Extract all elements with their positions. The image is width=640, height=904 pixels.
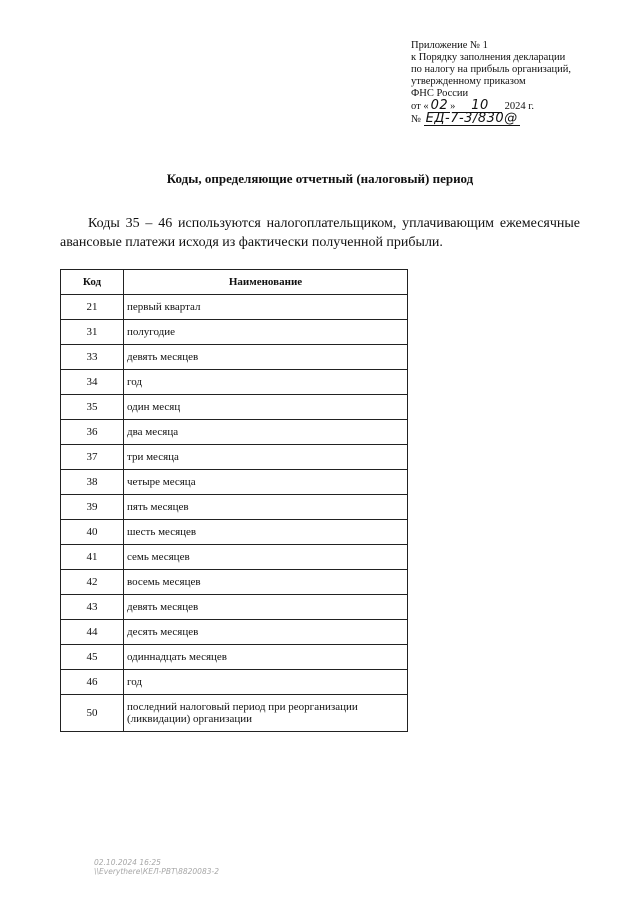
table-row bbox=[61, 320, 408, 345]
name-cell: девять месяцев bbox=[124, 345, 408, 370]
order-number-handwritten: ЕД-7-3/830@ bbox=[425, 111, 518, 126]
table-row bbox=[61, 345, 408, 370]
code-cell: 36 bbox=[61, 420, 124, 445]
table-row bbox=[61, 695, 408, 732]
code-cell: 37 bbox=[61, 445, 124, 470]
code-cell: 42 bbox=[61, 570, 124, 595]
appendix-line: Приложение № 1 bbox=[411, 40, 488, 51]
name-cell: восемь месяцев bbox=[124, 570, 408, 595]
table-row bbox=[61, 520, 408, 545]
document-title: Коды, определяющие отчетный (налоговый) период bbox=[166, 171, 474, 186]
code-cell: 45 bbox=[61, 645, 124, 670]
code-cell: 21 bbox=[61, 295, 124, 320]
table-row bbox=[61, 595, 408, 620]
table-row bbox=[61, 495, 408, 520]
table-row bbox=[61, 420, 408, 445]
date-day-handwritten: 02 bbox=[430, 98, 449, 113]
table-row bbox=[61, 620, 408, 645]
code-cell: 31 bbox=[61, 320, 124, 345]
code-cell: 46 bbox=[61, 670, 124, 695]
name-cell: последний налоговый период при реорганизации (ликвидации) организации bbox=[124, 695, 408, 732]
date-year: 2024 г. bbox=[504, 101, 534, 112]
table-row bbox=[61, 545, 408, 570]
name-cell: шесть месяцев bbox=[124, 520, 408, 545]
header-code: Код bbox=[61, 270, 124, 295]
table-row bbox=[61, 395, 408, 420]
name-cell: пять месяцев bbox=[124, 495, 408, 520]
name-cell: полугодие bbox=[124, 320, 408, 345]
code-cell: 50 bbox=[61, 695, 124, 732]
table-header-row bbox=[61, 270, 408, 295]
appendix-line: по налогу на прибыль организаций, bbox=[411, 64, 571, 75]
code-cell: 43 bbox=[61, 595, 124, 620]
appendix-line: к Порядку заполнения декларации bbox=[411, 52, 566, 63]
name-cell: год bbox=[124, 370, 408, 395]
code-cell: 39 bbox=[61, 495, 124, 520]
name-cell: одиннадцать месяцев bbox=[124, 645, 408, 670]
appendix-block bbox=[411, 40, 611, 126]
name-cell: девять месяцев bbox=[124, 595, 408, 620]
number-prefix: № bbox=[411, 114, 422, 125]
print-stamp bbox=[94, 858, 219, 876]
name-cell: один месяц bbox=[124, 395, 408, 420]
code-cell: 33 bbox=[61, 345, 124, 370]
date-separator: » bbox=[450, 101, 456, 112]
table-row bbox=[61, 570, 408, 595]
appendix-line: утвержденному приказом bbox=[411, 76, 526, 87]
code-cell: 38 bbox=[61, 470, 124, 495]
appendix-line: ФНС России bbox=[411, 88, 469, 99]
code-cell: 34 bbox=[61, 370, 124, 395]
stamp-line: \\Everythere\КЕЛ-РВТ\8820083-2 bbox=[94, 867, 219, 876]
stamp-line: 02.10.2024 16:25 bbox=[94, 858, 161, 867]
name-cell: три месяца bbox=[124, 445, 408, 470]
code-cell: 40 bbox=[61, 520, 124, 545]
intro-paragraph: Коды 35 – 46 используются налогоплательщиком, уплачивающим ежемесячные авансовые платежи исходя из фактически полученной прибыли. bbox=[60, 216, 580, 250]
name-cell: два месяца bbox=[124, 420, 408, 445]
header-name: Наименование bbox=[124, 270, 408, 295]
code-cell: 41 bbox=[61, 545, 124, 570]
table-row bbox=[61, 370, 408, 395]
date-prefix: от « bbox=[411, 101, 429, 112]
order-number bbox=[411, 113, 611, 126]
name-cell: семь месяцев bbox=[124, 545, 408, 570]
code-cell: 35 bbox=[61, 395, 124, 420]
name-cell: год bbox=[124, 670, 408, 695]
code-cell: 44 bbox=[61, 620, 124, 645]
name-cell: первый квартал bbox=[124, 295, 408, 320]
table-row bbox=[61, 470, 408, 495]
date-month-handwritten: 10 bbox=[458, 100, 502, 113]
name-cell: десять месяцев bbox=[124, 620, 408, 645]
codes-table bbox=[60, 269, 408, 732]
table-row bbox=[61, 295, 408, 320]
table-row bbox=[61, 670, 408, 695]
table-row bbox=[61, 445, 408, 470]
table-row bbox=[61, 645, 408, 670]
name-cell: четыре месяца bbox=[124, 470, 408, 495]
